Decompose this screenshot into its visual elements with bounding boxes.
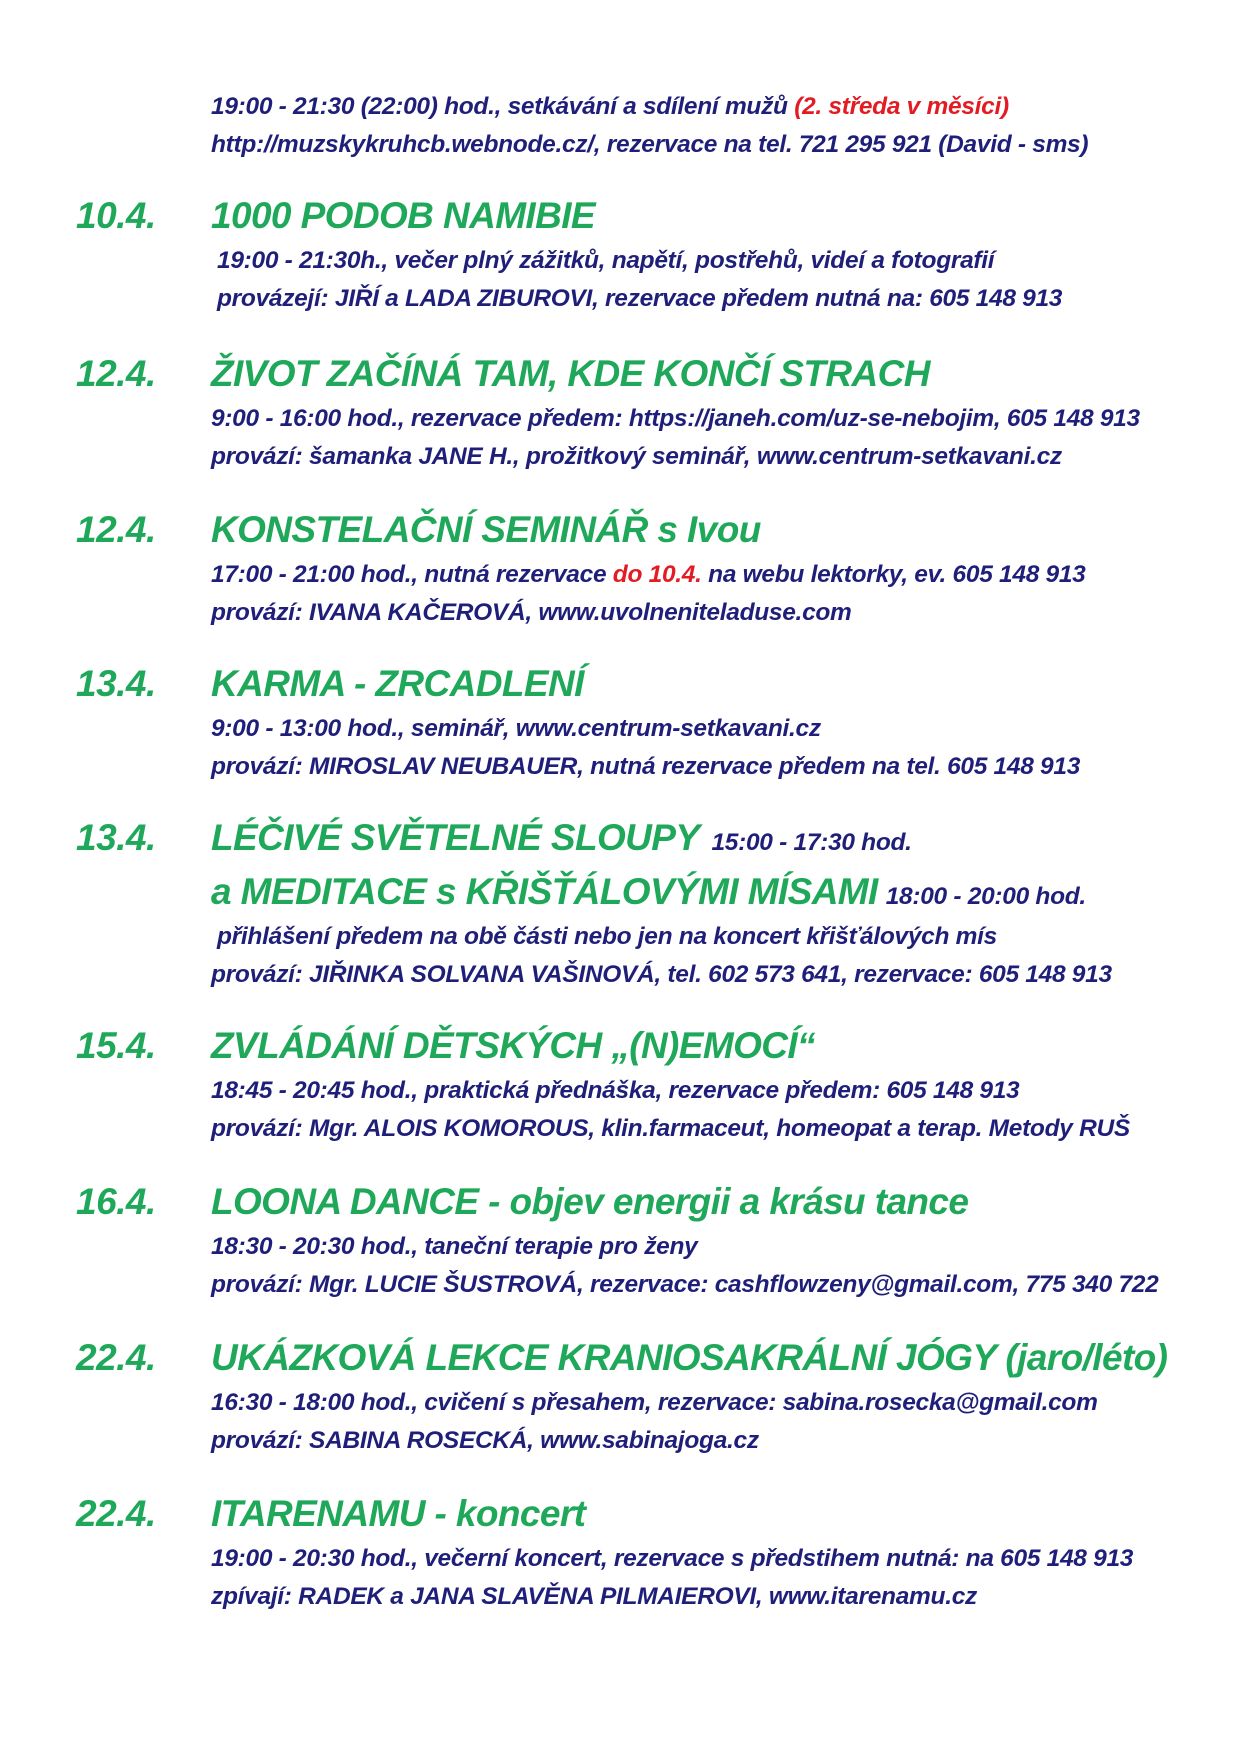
event-detail-text: 17:00 - 21:00 hod., nutná rezervace xyxy=(211,561,613,588)
event-date: 12.4. xyxy=(76,353,156,394)
event-title: KARMA - ZRCADLENÍ xyxy=(211,663,584,704)
event-title: ITARENAMU - koncert xyxy=(211,1493,586,1534)
event-detail-line: 9:00 - 16:00 hod., rezervace předem: https://janeh.com/uz-se-nebojim, 605 148 913 xyxy=(211,405,1140,432)
event-title: ŽIVOT ZAČÍNÁ TAM, KDE KONČÍ STRACH xyxy=(211,353,930,394)
event-details xyxy=(211,556,1086,632)
event-title: ZVLÁDÁNÍ DĚTSKÝCH „(N)EMOCÍ“ xyxy=(211,1025,815,1066)
event-date: 13.4. xyxy=(76,817,156,858)
event-detail-line: 18:30 - 20:30 hod., taneční terapie pro ženy xyxy=(211,1233,698,1260)
event-detail-line: provází: JIŘINKA SOLVANA VAŠINOVÁ, tel. 602 573 641, rezervace: 605 148 913 xyxy=(211,961,1112,988)
event-details xyxy=(211,1228,1158,1304)
intro-time-text: 19:00 - 21:30 (22:00) hod., setkávání a sdílení mužů xyxy=(211,93,795,120)
event-title: UKÁZKOVÁ LEKCE KRANIOSAKRÁLNÍ JÓGY (jaro/léto) xyxy=(211,1337,1168,1378)
event-detail-line: provází: šamanka JANE H., prožitkový seminář, www.centrum-setkavani.cz xyxy=(211,443,1062,470)
event-detail-text: na webu lektorky, ev. 605 148 913 xyxy=(701,561,1086,588)
event-detail-line: zpívají: RADEK a JANA SLAVĚNA PILMAIEROVI, www.itarenamu.cz xyxy=(211,1583,977,1610)
event-title: KONSTELAČNÍ SEMINÁŘ s Ivou xyxy=(211,509,761,550)
event-details xyxy=(211,1072,1130,1148)
event-time: 18:00 - 20:00 hod. xyxy=(885,883,1086,910)
event-detail-line: 9:00 - 13:00 hod., seminář, www.centrum-setkavani.cz xyxy=(211,715,821,742)
event-detail-line: přihlášení předem na obě části nebo jen na koncert křišťálových mís xyxy=(217,923,997,950)
event-detail-line: provází: IVANA KAČEROVÁ, www.uvolneniteladuse.com xyxy=(211,599,852,626)
event-date: 22.4. xyxy=(76,1337,156,1378)
event-title xyxy=(211,814,912,867)
event-detail-line: provází: SABINA ROSECKÁ, www.sabinajoga.cz xyxy=(211,1427,759,1454)
event-detail-line: 19:00 - 21:30h., večer plný zážitků, napětí, postřehů, videí a fotografií xyxy=(217,247,995,274)
event-detail-line: 18:45 - 20:45 hod., praktická přednáška, rezervace předem: 605 148 913 xyxy=(211,1077,1020,1104)
event-detail-line: 16:30 - 18:00 hod., cvičení s přesahem, rezervace: sabina.rosecka@gmail.com xyxy=(211,1389,1098,1416)
event-detail-line: provázejí: JIŘÍ a LADA ZIBUROVI, rezervace předem nutná na: 605 148 913 xyxy=(217,285,1063,312)
event-date: 22.4. xyxy=(76,1493,156,1534)
intro-line-2: http://muzskykruhcb.webnode.cz/, rezervace na tel. 721 295 921 (David - sms) xyxy=(211,131,1089,158)
event-time: 15:00 - 17:30 hod. xyxy=(711,829,912,856)
event-date: 12.4. xyxy=(76,509,156,550)
event-title: LOONA DANCE - objev energii a krásu tance xyxy=(211,1181,969,1222)
event-date: 10.4. xyxy=(76,195,156,236)
event-detail-line: provází: MIROSLAV NEUBAUER, nutná rezervace předem na tel. 605 148 913 xyxy=(211,753,1081,780)
event-details xyxy=(211,1384,1098,1460)
event-detail-line: 19:00 - 20:30 hod., večerní koncert, rezervace s předstihem nutná: na 605 148 913 xyxy=(211,1545,1134,1572)
event-detail-line xyxy=(211,556,1086,594)
intro-schedule-note: (2. středa v měsíci) xyxy=(794,93,1009,120)
event-title-text: LÉČIVÉ SVĚTELNÉ SLOUPY xyxy=(211,817,700,858)
reservation-deadline: do 10.4. xyxy=(612,561,702,588)
event-details xyxy=(211,710,1080,786)
event-date: 15.4. xyxy=(76,1025,156,1066)
event-date: 13.4. xyxy=(76,663,156,704)
event-title-2 xyxy=(211,868,1086,921)
intro-line-1 xyxy=(211,88,1211,126)
intro-block xyxy=(211,88,1211,164)
event-date: 16.4. xyxy=(76,1181,156,1222)
event-title: 1000 PODOB NAMIBIE xyxy=(211,195,595,236)
event-detail-line: provází: Mgr. ALOIS KOMOROUS, klin.farmaceut, homeopat a terap. Metody RUŠ xyxy=(211,1115,1130,1142)
event-details xyxy=(211,400,1140,476)
event-details xyxy=(211,1540,1133,1616)
event-title-text: a MEDITACE s KŘIŠŤÁLOVÝMI MÍSAMI xyxy=(211,871,878,912)
event-detail-line: provází: Mgr. LUCIE ŠUSTROVÁ, rezervace: cashflowzeny@gmail.com, 775 340 722 xyxy=(211,1271,1159,1298)
event-details xyxy=(211,242,1062,318)
event-details xyxy=(211,918,1112,994)
